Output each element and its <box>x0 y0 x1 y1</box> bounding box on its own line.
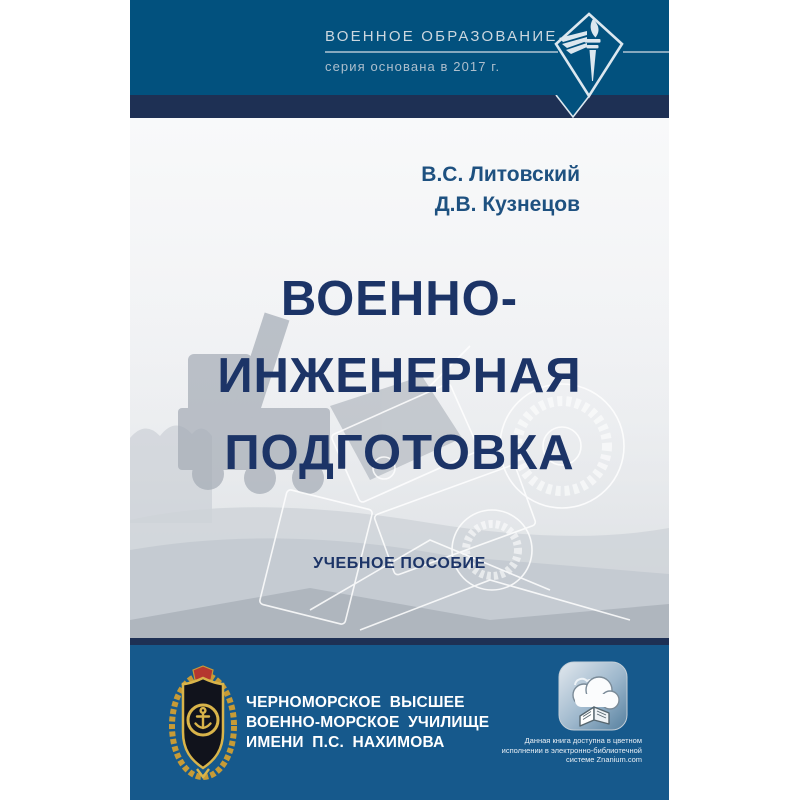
series-title: ВОЕННОЕ ОБРАЗОВАНИЕ <box>325 28 558 45</box>
authors-block <box>421 160 580 220</box>
series-right-line <box>623 51 669 53</box>
institution-line-2: ВОЕННО-МОРСКОЕ УЧИЛИЩЕ <box>246 714 490 731</box>
book-title-line-1: ВОЕННО- <box>280 272 519 326</box>
ebook-note-line-3: системе Znanium.com <box>565 755 642 764</box>
book-cover <box>130 0 669 800</box>
book-title <box>130 261 669 492</box>
author-1: В.С. Литовский <box>421 163 580 186</box>
book-title-line-3: ПОДГОТОВКА <box>224 426 575 480</box>
edition-type-label: УЧЕБНОЕ ПОСОБИЕ <box>313 555 486 572</box>
ebook-availability-note <box>452 736 642 765</box>
series-underline <box>325 51 558 53</box>
footer-divider <box>130 638 669 645</box>
cover-main-area <box>130 118 669 638</box>
cloud-book-icon <box>558 661 628 731</box>
institution-line-3: ИМЕНИ П.С. НАХИМОВА <box>246 734 445 751</box>
author-2: Д.В. Кузнецов <box>434 193 580 216</box>
naval-academy-crest-icon <box>166 665 240 783</box>
publisher-footer <box>130 645 669 800</box>
book-title-line-2: ИНЖЕНЕРНАЯ <box>217 349 582 403</box>
torch-and-wings-icon <box>553 11 625 99</box>
institution-line-1: ЧЕРНОМОРСКОЕ ВЫСШЕЕ <box>246 694 465 711</box>
ebook-note-line-1: Данная книга доступна в цветном <box>524 736 642 745</box>
series-banner <box>130 0 669 95</box>
series-subtitle: серия основана в 2017 г. <box>325 59 501 74</box>
ebook-note-line-2: исполнении в электронно-библиотечной <box>501 745 642 755</box>
